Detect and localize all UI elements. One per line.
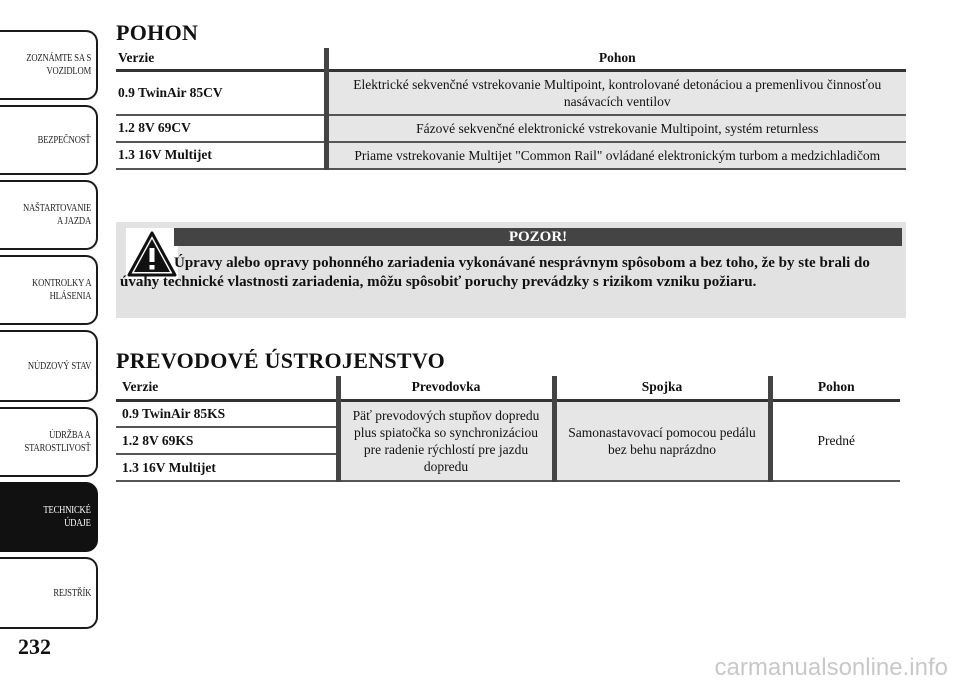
prevod-header-gearbox: Prevodovka [338,376,554,400]
clutch-cell: Samonastavovací pomocou pedálu bez behu naprázdno [554,400,770,481]
prevod-header-versions: Verzie [116,376,338,400]
version-cell: 1.3 16V Multijet [116,142,326,169]
tab-zoznamte-sa[interactable]: ZOZNÁMTE SA S VOZIDLOM [0,30,98,100]
version-cell: 0.9 TwinAir 85KS [116,400,338,427]
watermark: carmanualsonline.info [714,654,948,681]
warning-text: Úpravy alebo opravy pohonného zariadenia vykonávané nesprávnym spôsobom a bez toho, že by ste brali do úvahy technické vlastnosti zariadenia, môžu spôsobiť poruchy prevádzky s rizikom vzniku požiaru. [120,255,870,290]
tab-nastartovanie[interactable]: NAŠTARTOVANIE A JAZDA [0,180,98,250]
table-row [116,115,906,142]
version-cell: 1.2 8V 69KS [116,427,338,454]
drive-cell: Predné [770,400,900,481]
pohon-table [116,48,906,170]
drive-cell: Elektrické sekvenčné vstrekovanie Multipoint, kontrolované detonáciou a premenlivou činnosťou nasávacích ventilov [326,70,906,115]
version-cell: 1.3 16V Multijet [116,454,338,481]
pohon-header-drive: Pohon [326,48,906,70]
tab-udrzba[interactable]: ÚDRŽBA A STAROSTLIVOSŤ [0,407,98,477]
page-number: 232 [18,634,51,659]
drive-cell: Priame vstrekovanie Multijet "Common Rail" ovládané elektronickým turbom a medzichladičom [326,142,906,169]
section-title-prevodove: PREVODOVÉ ÚSTROJENSTVO [116,348,446,373]
prevod-header-drive: Pohon [770,376,900,400]
pohon-header-versions: Verzie [116,48,326,70]
tab-bezpecnost[interactable]: BEZPEČNOSŤ [0,105,98,175]
table-row [116,142,906,169]
section-title-pohon: POHON [116,20,199,45]
warning-box [116,222,906,318]
tab-rejstrik[interactable]: REJSTŘÍK [0,557,98,629]
tab-nudzovy-stav[interactable]: NÚDZOVÝ STAV [0,330,98,402]
table-row [116,70,906,115]
warning-title: POZOR! [174,228,902,246]
version-cell: 1.2 8V 69CV [116,115,326,142]
drive-cell: Fázové sekvenčné elektronické vstrekovanie Multipoint, systém returnless [326,115,906,142]
tab-kontrolky[interactable]: KONTROLKY A HLÁSENIA [0,255,98,325]
gearbox-cell: Päť prevodových stupňov dopredu plus spiatočka so synchronizáciou pre radenie rýchlostí pre jazdu dopredu [338,400,554,481]
version-cell: 0.9 TwinAir 85CV [116,70,326,115]
tab-technicke-udaje[interactable]: TECHNICKÉ ÚDAJE [0,482,98,552]
sidebar-tabs [0,0,100,686]
prevodove-table [116,376,900,482]
table-row [116,400,900,427]
prevod-header-clutch: Spojka [554,376,770,400]
